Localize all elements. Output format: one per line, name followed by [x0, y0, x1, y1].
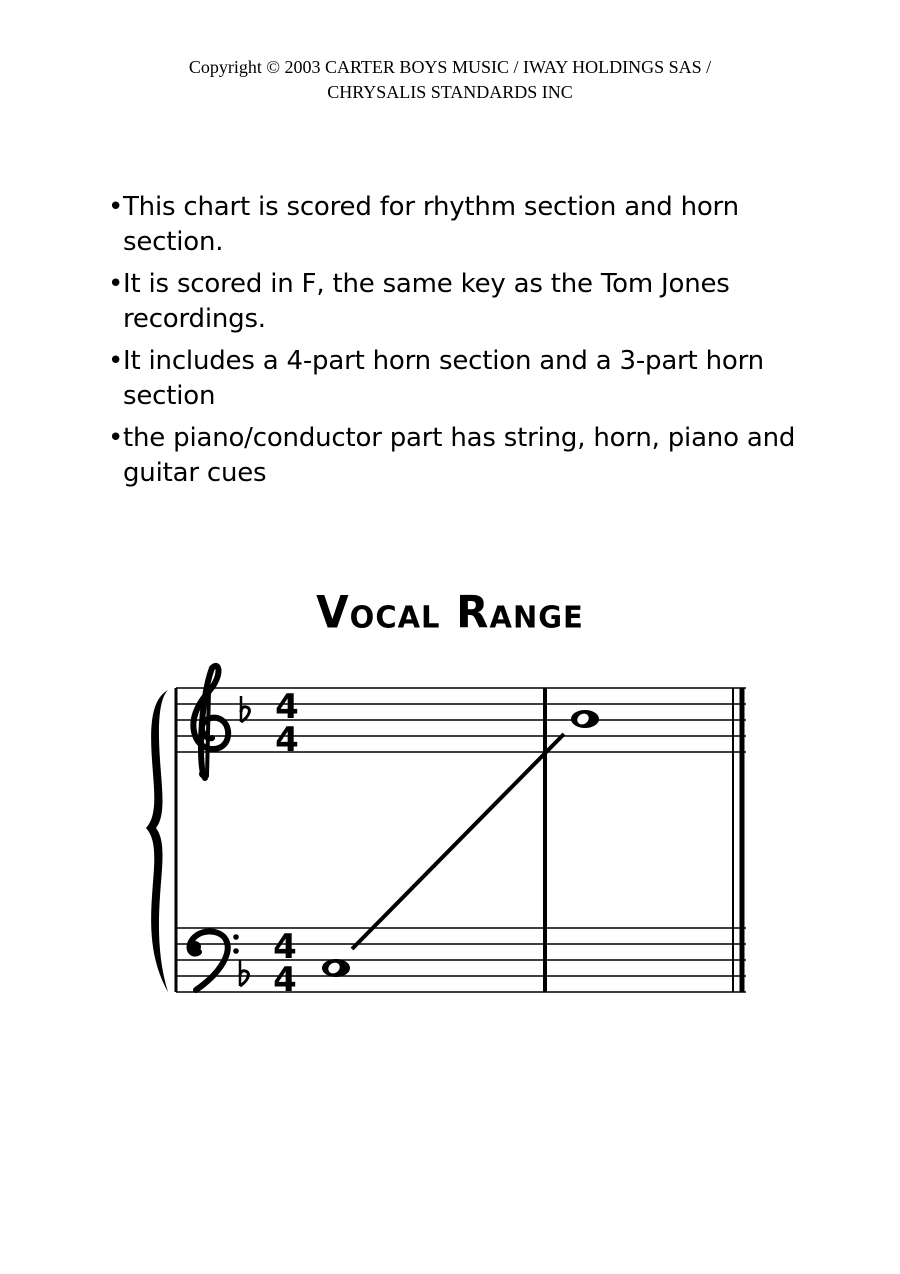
treble-staff-lines — [176, 688, 746, 752]
bullet-icon: • — [108, 423, 124, 453]
copyright-line-1: Copyright © 2003 CARTER BOYS MUSIC / IWAY HOLDINGS SAS / — [188, 57, 712, 77]
low-note-whole — [322, 959, 350, 977]
note-text: This chart is scored for rhythm section and horn section. — [123, 192, 739, 257]
high-note-whole — [571, 710, 599, 728]
bullet-icon: • — [108, 192, 124, 222]
bass-flat-icon — [240, 960, 248, 986]
bullet-icon: • — [108, 346, 124, 376]
note-text: It is scored in F, the same key as the Tom Jones recordings. — [123, 269, 730, 334]
treble-flat-icon — [241, 696, 249, 722]
vocal-range-title: Vocal Range — [316, 586, 584, 639]
copyright-line-2: CHRYSALIS STANDARDS INC — [327, 82, 573, 102]
treble-clef-icon — [193, 666, 228, 778]
vocal-range-staff — [0, 640, 900, 1020]
note-item — [108, 344, 828, 414]
bass-time-top: 4 — [273, 927, 297, 967]
note-text: It includes a 4-part horn section and a 3-part horn section — [123, 346, 764, 411]
note-text: the piano/conductor part has string, horn, piano and guitar cues — [123, 423, 796, 488]
treble-time-top: 4 — [275, 687, 299, 727]
note-item — [108, 267, 828, 337]
bullet-icon: • — [108, 269, 124, 299]
note-item — [108, 190, 828, 260]
bass-time-bottom: 4 — [273, 960, 297, 1000]
arrangement-notes — [108, 190, 828, 498]
range-connector-line — [352, 734, 564, 949]
treble-time-bottom: 4 — [275, 720, 299, 760]
brace-icon — [146, 690, 168, 992]
note-item — [108, 421, 828, 491]
copyright-notice — [0, 55, 900, 105]
bass-staff-lines — [176, 928, 746, 992]
